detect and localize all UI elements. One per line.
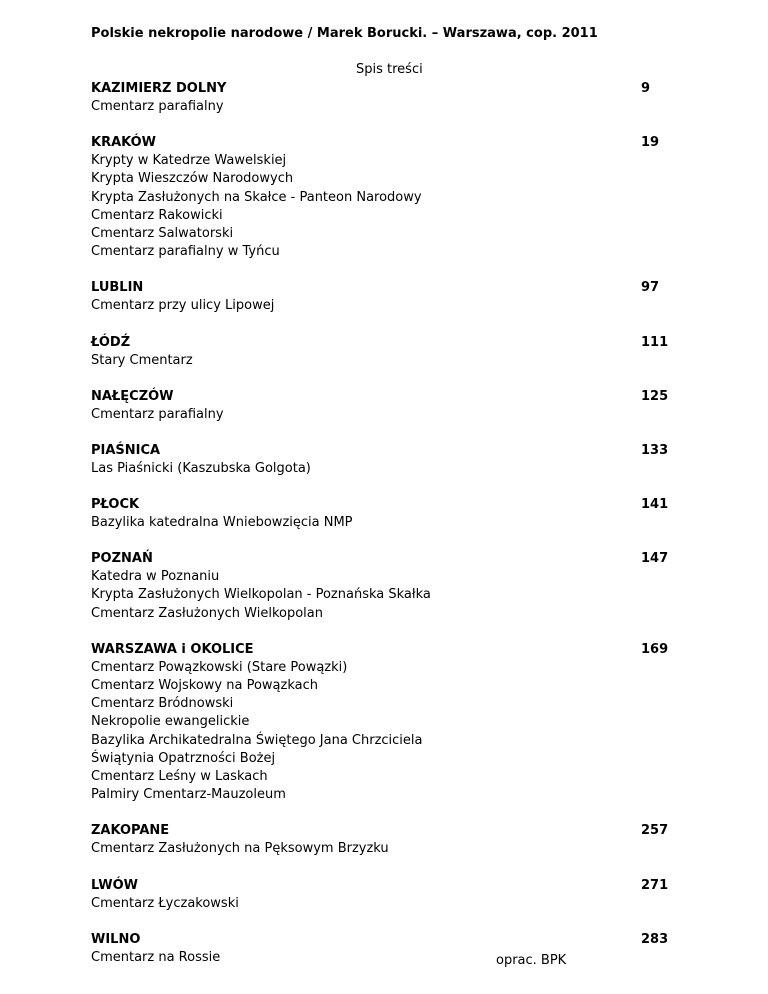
toc-entry: Cmentarz parafialny w Tyńcu: [91, 244, 280, 260]
toc-section-header: [91, 442, 671, 460]
toc-section-header: [91, 496, 671, 514]
city-heading: NAŁĘCZÓW: [91, 388, 174, 404]
city-heading: PŁOCK: [91, 497, 140, 513]
toc-section-header: [91, 550, 671, 568]
page-number: 9: [641, 81, 651, 96]
toc-entry: Krypta Wieszczów Narodowych: [91, 171, 294, 187]
toc-section-header: [91, 80, 671, 98]
toc-title: Spis treści: [356, 62, 423, 77]
toc-section: [91, 388, 671, 424]
page-number: 169: [641, 641, 669, 657]
city-heading: KAZIMIERZ DOLNY: [91, 81, 227, 96]
toc-section-header: [91, 334, 671, 352]
toc-entry: Stary Cmentarz: [91, 352, 193, 368]
city-heading: PIAŚNICA: [91, 442, 161, 458]
toc-entry: Cmentarz Łyczakowski: [91, 895, 239, 911]
toc-section: [91, 496, 671, 532]
toc-section-header: [91, 877, 671, 895]
toc-section-header: [91, 931, 671, 949]
toc-entry: Cmentarz Salwatorski: [91, 225, 234, 241]
document-citation: Polskie nekropolie narodowe / Marek Borucki. – Warszawa, cop. 2011: [91, 26, 598, 41]
page-number: 111: [641, 334, 669, 350]
page-number: 257: [641, 823, 669, 839]
page-number: 19: [641, 135, 660, 151]
city-heading: ŁÓDŹ: [91, 334, 131, 350]
toc-entry: Palmiry Cmentarz-Mauzoleum: [91, 787, 286, 803]
toc-entry: Las Piaśnicki (Kaszubska Golgota): [91, 460, 311, 476]
city-heading: KRAKÓW: [91, 135, 157, 151]
page-number: 133: [641, 442, 669, 458]
toc-section-header: [91, 388, 671, 406]
city-heading: LUBLIN: [91, 280, 144, 296]
toc-entry: Cmentarz parafialny: [91, 99, 224, 114]
toc-entry: Cmentarz Leśny w Laskach: [91, 768, 268, 784]
toc-entry: Bazylika katedralna Wniebowzięcia NMP: [91, 515, 353, 531]
city-heading: WARSZAWA i OKOLICE: [91, 641, 254, 657]
toc-entry: Cmentarz Powązkowski (Stare Powązki): [91, 659, 348, 675]
page-number: 283: [641, 931, 669, 947]
toc-entry: Cmentarz Wojskowy na Powązkach: [91, 678, 318, 693]
city-heading: ZAKOPANE: [91, 823, 170, 839]
page-number: 271: [641, 877, 669, 893]
toc-entry: Cmentarz Bródnowski: [91, 696, 234, 712]
toc-entry: Cmentarz Rakowicki: [91, 207, 223, 223]
page-number: 147: [641, 551, 669, 567]
page-number: 125: [641, 388, 669, 404]
toc-entry: Krypty w Katedrze Wawelskiej: [91, 153, 287, 169]
toc-entry: Katedra w Poznaniu: [91, 569, 220, 585]
toc-entry: Cmentarz na Rossie: [91, 949, 221, 965]
toc-entry: Świątynia Opatrzności Bożej: [91, 750, 276, 766]
toc-section-header: [91, 279, 671, 297]
toc-section-header: [91, 641, 671, 659]
toc-entry: Krypta Zasłużonych Wielkopolan - Poznańska Skałka: [91, 587, 431, 603]
toc-entry: Bazylika Archikatedralna Świętego Jana Chrzciciela: [91, 732, 423, 748]
toc-entry: Cmentarz parafialny: [91, 406, 224, 422]
toc-entry: Nekropolie ewangelickie: [91, 714, 250, 730]
toc-section-header: [91, 822, 671, 840]
toc-section: [91, 550, 671, 623]
city-heading: WILNO: [91, 931, 141, 947]
toc-entry: Cmentarz Zasłużonych na Pęksowym Brzyzku: [91, 841, 389, 857]
toc-section: [91, 641, 671, 805]
toc-section: [91, 279, 671, 315]
page-number: 141: [641, 497, 669, 513]
toc-section: [91, 822, 671, 858]
city-heading: LWÓW: [91, 877, 139, 893]
page-number: 97: [641, 280, 660, 296]
toc-section: [91, 877, 671, 913]
credit-note: oprac. BPK: [496, 953, 567, 968]
toc-section: [91, 334, 671, 370]
toc-entry: Cmentarz przy ulicy Lipowej: [91, 298, 275, 314]
toc-section: [91, 442, 671, 478]
toc-section: [91, 80, 671, 116]
toc-entry: Krypta Zasłużonych na Skałce - Panteon Narodowy: [91, 189, 422, 205]
table-of-contents: [91, 80, 671, 985]
city-heading: POZNAŃ: [91, 551, 153, 567]
toc-section: [91, 134, 671, 261]
toc-entry: Cmentarz Zasłużonych Wielkopolan: [91, 605, 323, 621]
toc-section-header: [91, 134, 671, 152]
toc-section: [91, 931, 671, 967]
